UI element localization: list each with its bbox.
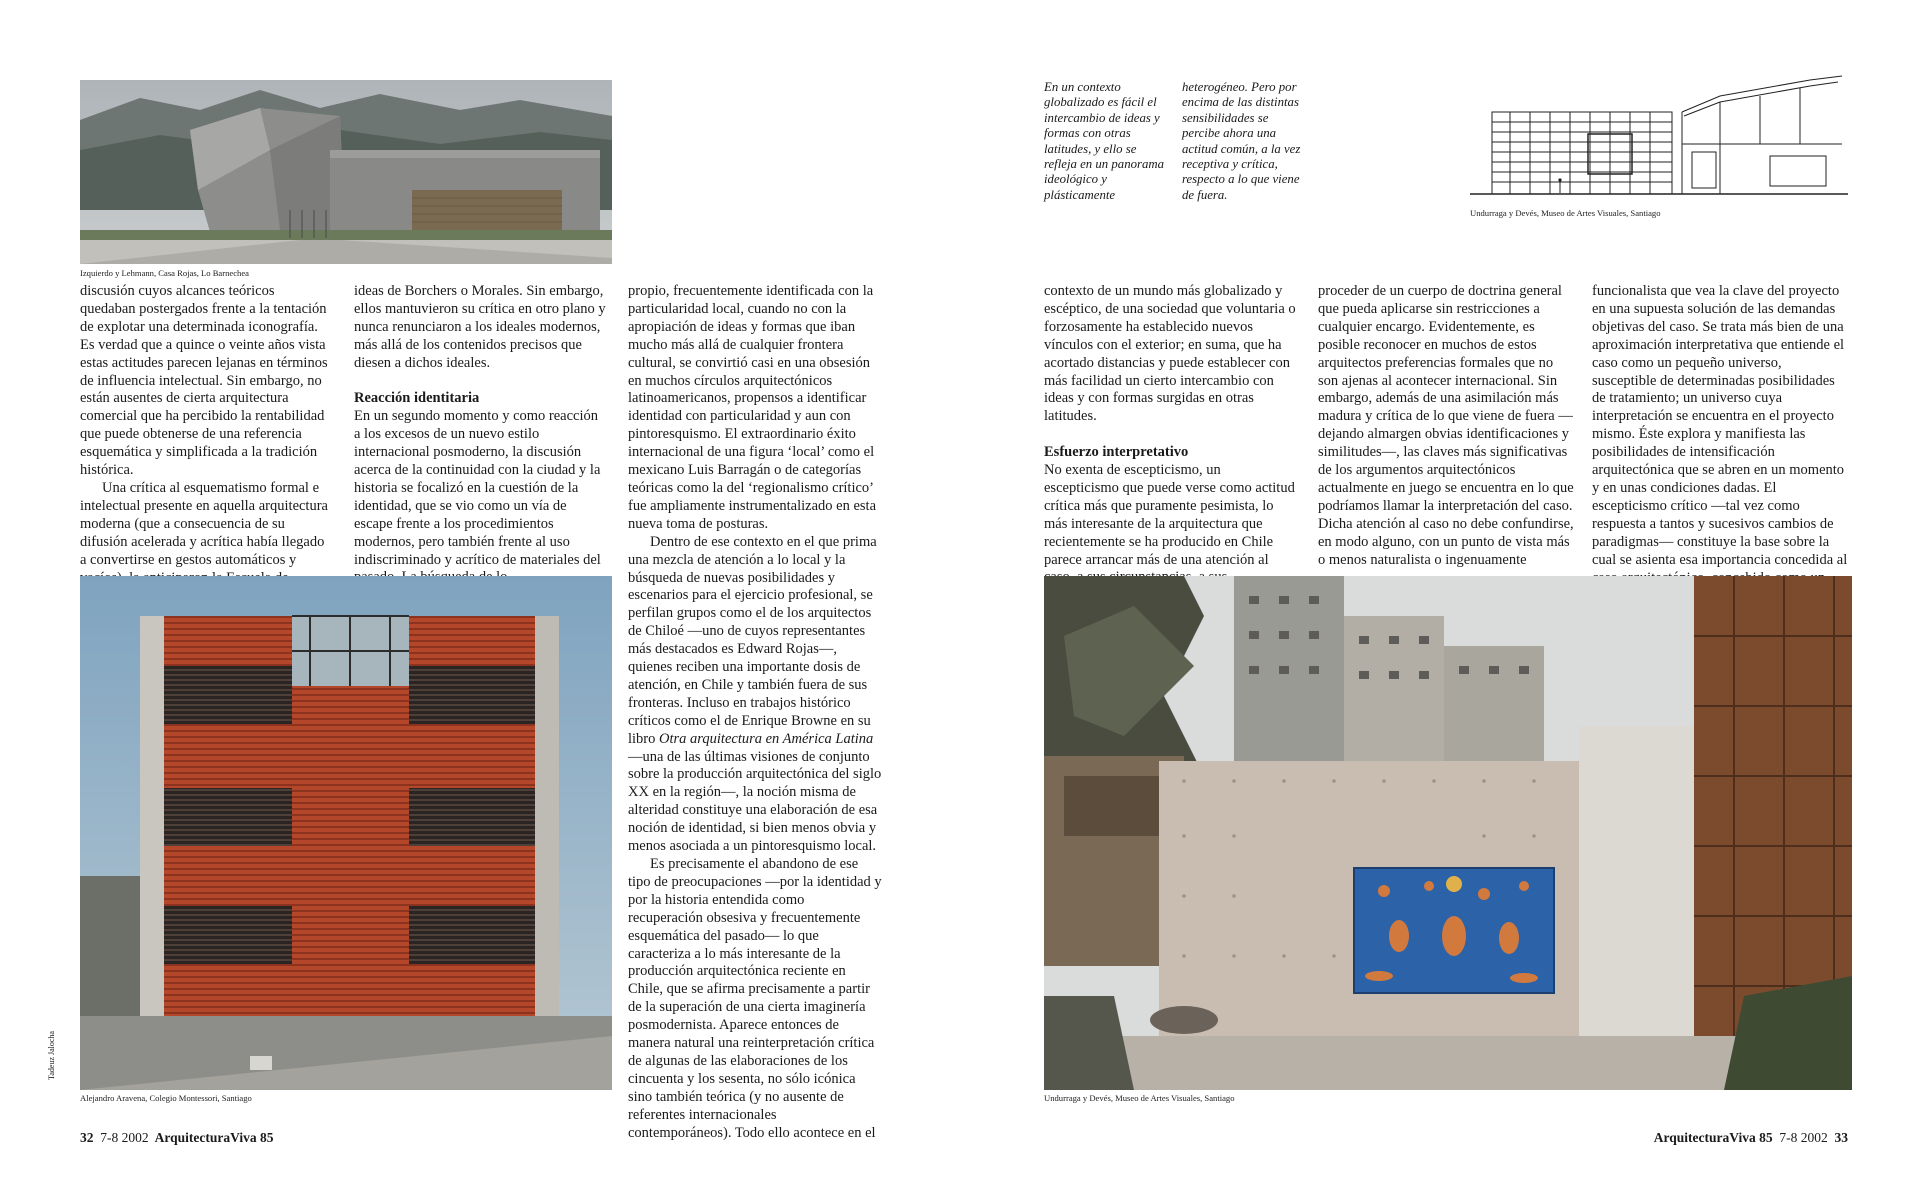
section-heading: Esfuerzo interpretativo — [1044, 444, 1189, 461]
paragraph: No exenta de escepticismo, un escepticismo que puede verse como actitud crítica más que puramente pesimista, lo más interesante de la arquitectura que recientemente se ha producido en Chile parece arrancar más de una atención al — [1044, 462, 1295, 568]
museo-caption: Undurraga y Devés, Museo de Artes Visuales, Santiago — [1044, 1093, 1235, 1103]
page-number: 32 — [80, 1130, 94, 1145]
paragraph: Una crítica al esquematismo formal e intelectual presente en aquella arquitectura moderna (que a consecuencia de su difusión acelerada y acrítica había llegado a convertirse en gestos automáticos y — [80, 479, 328, 568]
pull-quote-col-2: heterogéneo. Pero por encima de las distintas sensibilidades se percibe ahora una actitud común, a la vez receptiva y crítica, respecto a lo que viene de fuera. — [1182, 80, 1301, 202]
right-column-3 — [1592, 283, 1848, 587]
page-number: 33 — [1834, 1130, 1848, 1145]
issue-date: 7-8 2002 — [1779, 1130, 1828, 1145]
colegio-montessori-photo — [80, 576, 612, 1090]
museo-artes-visuales-photo — [1044, 576, 1852, 1090]
paragraph: contexto de un mundo más globalizado y escéptico, de una sociedad que voluntaria o forzosamente ha establecido nuevos vínculos con el exterior; en suma, que ha acortado distancias y puede establecer con más facilidad un cierto intercambio con ideas y con formas surgidas en otras latitudes. — [1044, 283, 1296, 425]
right-column-1 — [1044, 283, 1298, 605]
left-column-1 — [80, 283, 332, 605]
magazine-name: ArquitecturaViva 85 — [154, 1130, 274, 1145]
drawing-caption: Undurraga y Devés, Museo de Artes Visuales, Santiago — [1470, 208, 1661, 218]
museum-section-drawing — [1470, 72, 1850, 202]
colegio-montessori-caption: Alejandro Aravena, Colegio Montessori, Santiago — [80, 1093, 252, 1103]
left-column-3 — [628, 283, 882, 1143]
paragraph: Dentro de ese contexto en el que prima una mezcla de atención a lo local y la búsqueda de nuevas posibilidades y escenarios para el ejercicio profesional, se perfilan grupos como el de los arquitectos de Chiloé —uno de cuyos representantes más destacados es Edward Rojas—, quienes reciben una importante dosis de atención, en Chile y también fuera de sus fronteras. Incluso en trabajos histórico críticos como el de Enrique Browne en su libro Otra arquitectura en América Latina —una de las últimas visiones de conjunto sobre la producción arquitectónica del siglo XX en la región—, la noción misma de alteridad constituye una elaboración de esa noción de identidad, si bien menos obvia y menos asociada a un pintoresquismo local. — [628, 533, 882, 855]
paragraph: En un segundo momento y como reacción a los excesos de un nuevo estilo internacional posmoderno, la discusión acerca de la continuidad con la ciudad y la historia se focalizó en la cuestión de la identidad, que se vio como un vía de escape frente a los procedimientos modernos, pero también frente al uso indiscriminado y acrítico de materiales del — [354, 408, 601, 568]
section-heading: Reacción identitaria — [354, 390, 480, 407]
photo-credit: Tadeuz Jalocha — [47, 1031, 56, 1080]
book-title: Otra arquitectura en América Latina — [659, 730, 874, 747]
paragraph: proceder de un cuerpo de doctrina general que pueda aplicarse sin restricciones a cualquier encargo. Evidentemente, es posible reconocer en muchos de estos arquitectos preferencias formales que no son ajenas al acontecer internacional. Sin embargo, además de una asimilación más madura y crítica de lo que viene de fuera —dejando almargen obvias identificaciones y similitudes—, las claves más significativas de los argumentos arquitectónicos actualmente en juego se encuentra en lo que podríamos llamar la interpretación del caso. Dicha atención al caso no debe confundirse, en modo alguno, con un punto de vista más o menos naturalista o ingenuamente — [1318, 283, 1574, 568]
right-column-2 — [1318, 283, 1574, 570]
paragraph: funcionalista que vea la clave del proyecto en una supuesta solución de las demandas objetivas del caso. Se trata más bien de una aproximación interpretativa que entiende el caso como un pequeño universo, susceptible de determinadas posibilidades de tratamiento; un universo cuya interpretación se encuentra en el proyecto mismo. Éste explora y manifiesta las posibilidades de intensificación arquitectónica que se abren en un momento y en unas condiciones dadas. El escepticismo crítico —tal vez como respuesta a tantos y sucesivos cambios de paradigmas— constituye la base sobre la cual se asienta esa importancia concedida al — [1592, 283, 1848, 568]
paragraph: ideas de Borchers o Morales. Sin embargo, ellos mantuvieron su crítica en otro plano y nunca renunciaron a los ideales modernos, más allá de los contenidos precisos que diesen a dichos ideales. — [354, 283, 606, 371]
pull-quote-col-1: En un contexto globalizado es fácil el intercambio de ideas y formas con otras latitudes, y ello se refleja en un panorama ideológico y plásticamente — [1044, 80, 1165, 202]
magazine-name: ArquitecturaViva 85 — [1653, 1130, 1773, 1145]
paragraph: Es precisamente el abandono de ese tipo de preocupaciones —por la identidad y por la historia entendida como recuperación obsesiva y frecuentemente esquemática del pasado— lo que caracteriza a lo más interesante de la producción arquitectónica reciente en Chile, que se afirma precisamente a partir de la superación de una cierta imaginería posmodernista. Aparece entonces de manera natural una reinterpretación crítica de algunas de las elaboraciones de los cincuenta y los sesenta, no sólo icónica sino también teórica (y no ausente de referentes internacionales contemporáneos). Todo ello acontece en el — [628, 856, 882, 1141]
paragraph: propio, frecuentemente identificada con la particularidad local, cuando no con la apropiación de ideas y formas que iban mucho más allá de cualquier frontera cultural, se convirtió casi en una obsesión en muchos círculos arquitectónicos latinoamericanos, propensos a identificar identidad con particularidad y aun con pintoresquismo. El extraordinario éxito internacional de una figura ‘local’ como el mexicano Luis Barragán o de categorías teóricas como la del ‘regionalismo crítico’ fue ampliamente instrumentalizado en esta nueva toma de posturas. — [628, 283, 877, 532]
casa-rojas-photo — [80, 80, 612, 264]
issue-date: 7-8 2002 — [100, 1130, 149, 1145]
left-column-2 — [354, 283, 608, 587]
left-folio — [80, 1130, 274, 1146]
right-folio — [1654, 1130, 1848, 1146]
casa-rojas-caption: Izquierdo y Lehmann, Casa Rojas, Lo Barnechea — [80, 268, 249, 278]
paragraph: discusión cuyos alcances teóricos quedaban postergados frente a la tentación de explotar una determinada iconografía. Es verdad que a quince o veinte años vista estas actitudes parecen lejanas en términos de influencia intelectual. Sin embargo, no están ausentes de cierta arquitectura comercial que ha percibido la rentabilidad que puede obtenerse de una referencia esquemática y simplificada a la tradición histórica. — [80, 283, 328, 479]
